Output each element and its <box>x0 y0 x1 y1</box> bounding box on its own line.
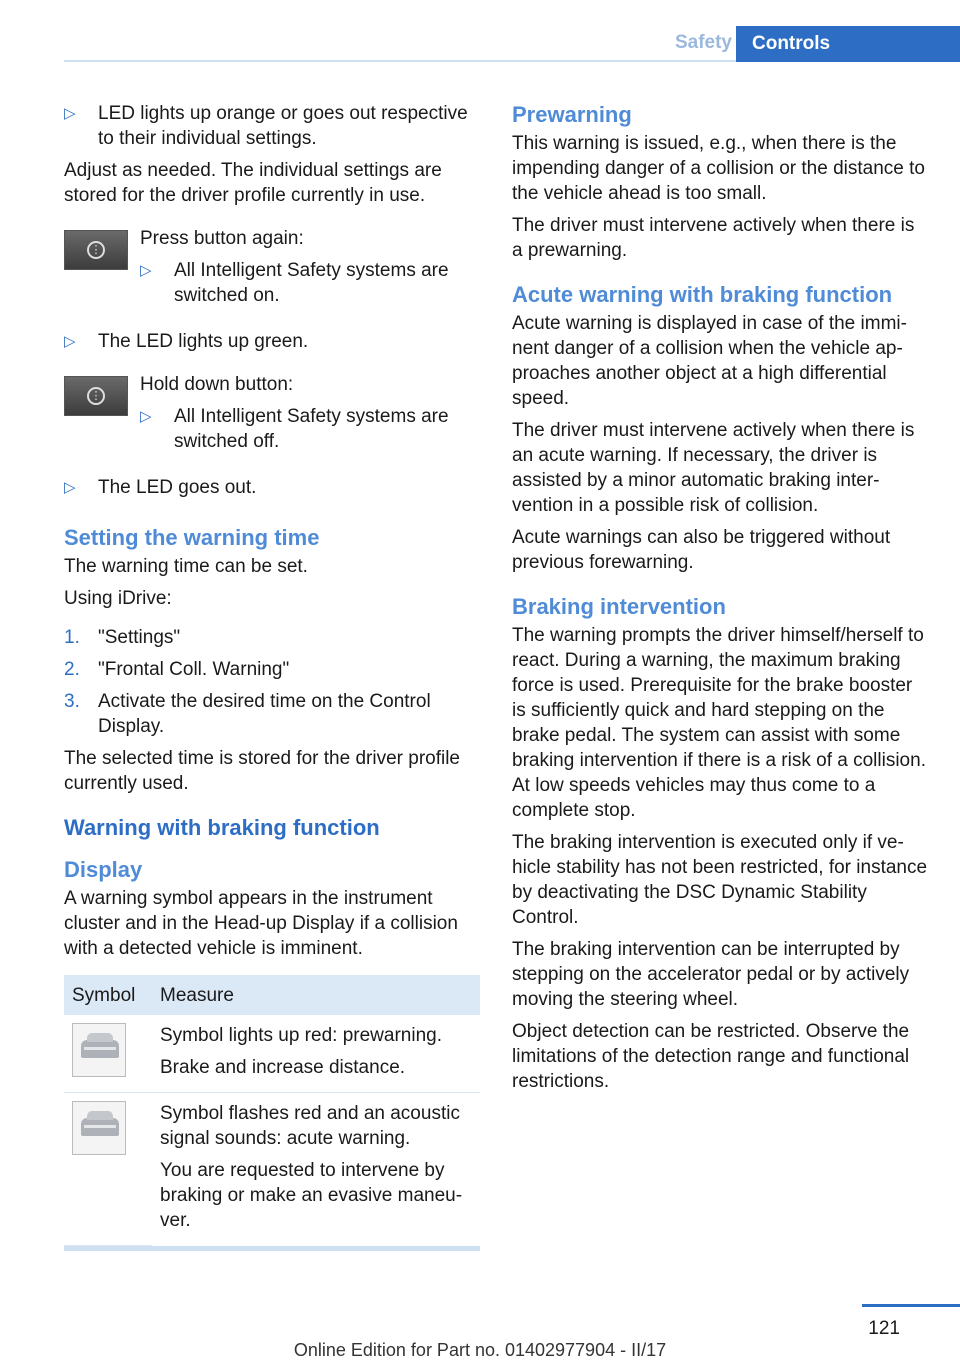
table-cell-text: Symbol flashes red and an acoustic signal sounds: acute warning. <box>160 1103 460 1149</box>
triangle-bullet-icon: ▷ <box>64 333 76 350</box>
paragraph: The driver must intervene actively when there is a prewarning. <box>512 215 915 261</box>
table-cell-text: Brake and increase distance. <box>160 1057 406 1078</box>
instruction-label: Press button again: <box>140 228 304 249</box>
bullet-item: ▷ LED lights up orange or goes out respective to their individual settings. <box>64 103 468 149</box>
tab-controls[interactable]: Controls <box>736 26 960 62</box>
numbered-step: 2. "Frontal Coll. Warning" <box>64 659 290 680</box>
table-header-row <box>64 975 480 1015</box>
column-header-measure: Measure <box>152 975 480 1015</box>
heading-setting-warning-time: Setting the warning time <box>64 525 320 550</box>
bullet-item: ▷ The LED lights up green. <box>64 331 309 352</box>
paragraph: This warning is issued, e.g., when there is the impending danger of a collision or the distance to the vehicle ahead is too small. <box>512 133 925 204</box>
heading-display: Display <box>64 857 143 882</box>
right-column <box>512 101 928 1101</box>
collision-warning-car-icon <box>72 1101 126 1155</box>
bullet-item: ▷ The LED goes out. <box>64 477 257 498</box>
table-cell-text: Symbol lights up red: prewarning. <box>160 1025 442 1046</box>
triangle-bullet-icon: ▷ <box>140 408 152 425</box>
collision-warning-car-icon <box>72 1023 126 1077</box>
paragraph: Acute warning is displayed in case of the imminent danger of a collision when the vehicle approaches another object at a high differential speed. <box>512 313 907 409</box>
paragraph: The braking intervention can be interrupted by stepping on the accelerator pedal or by actively moving the steering wheel. <box>512 939 910 1010</box>
paragraph: The warning time can be set. <box>64 556 308 577</box>
table-bottom-rule <box>64 1246 480 1251</box>
table-row <box>64 1015 480 1093</box>
warning-symbol-table <box>64 975 480 1246</box>
triangle-bullet-icon: ▷ <box>140 262 152 279</box>
paragraph: Object detection can be restricted. Observe the limitations of the detection range and functional restrictions. <box>512 1021 910 1092</box>
paragraph: Using iDrive: <box>64 588 172 609</box>
paragraph: A warning symbol appears in the instrument cluster and in the Head-up Display if a collision with a detected vehicle is imminent. <box>64 888 458 959</box>
page-number: 121 <box>868 1318 900 1339</box>
paragraph: The driver must intervene actively when there is an acute warning. If necessary, the driver is assisted by a minor automatic braking intervention in a possible risk of collision. <box>512 420 915 516</box>
table-row <box>64 1093 480 1246</box>
button-instruction-off <box>64 372 480 461</box>
heading-prewarning: Prewarning <box>512 102 632 127</box>
heading-warning-braking-function: Warning with braking function <box>64 815 380 840</box>
table-cell-text: You are requested to intervene by braking or make an evasive maneuver. <box>160 1160 463 1231</box>
column-header-symbol: Symbol <box>64 975 152 1015</box>
page-number-rule <box>862 1304 960 1307</box>
paragraph: Adjust as needed. The individual settings are stored for the driver profile currently in use. <box>64 160 442 206</box>
heading-braking-intervention: Braking intervention <box>512 594 726 619</box>
bullet-item: ▷ All Intelligent Safety systems are switched off. <box>140 406 449 452</box>
intelligent-safety-button-image <box>64 376 128 416</box>
tab-safety[interactable]: Safety <box>674 32 732 53</box>
paragraph: Acute warnings can also be triggered without previous forewarning. <box>512 527 891 573</box>
left-column <box>64 101 480 1251</box>
triangle-bullet-icon: ▷ <box>64 105 76 122</box>
edition-footer: Online Edition for Part no. 01402977904 - II/17 <box>293 1340 667 1360</box>
button-instruction-on <box>64 226 480 315</box>
heading-acute-warning: Acute warning with braking function <box>512 282 893 307</box>
bullet-item: ▷ All Intelligent Safety systems are switched on. <box>140 260 449 306</box>
triangle-bullet-icon: ▷ <box>64 479 76 496</box>
paragraph: The selected time is stored for the driver profile currently used. <box>64 748 461 794</box>
instruction-label: Hold down button: <box>140 374 294 395</box>
safety-button-icon: ⋮ <box>87 387 105 405</box>
numbered-step: 1. "Settings" <box>64 627 181 648</box>
paragraph: The braking intervention is executed only if vehicle stability has not been restricted, for instance by deactivating the DSC Dynamic Stability Control. <box>512 832 928 928</box>
paragraph: The warning prompts the driver himself/herself to react. During a warning, the maximum braking force is used. Prerequisite for the brake booster is sufficiently quick and hard stepping on the brake pedal. The system can assist with some braking intervention if there is a risk of a collision. At low speeds vehicles may thus come to a complete stop. <box>512 625 926 821</box>
numbered-step: 3. Activate the desired time on the Control Display. <box>64 691 431 737</box>
safety-button-icon: ⋮ <box>87 241 105 259</box>
intelligent-safety-button-image <box>64 230 128 270</box>
